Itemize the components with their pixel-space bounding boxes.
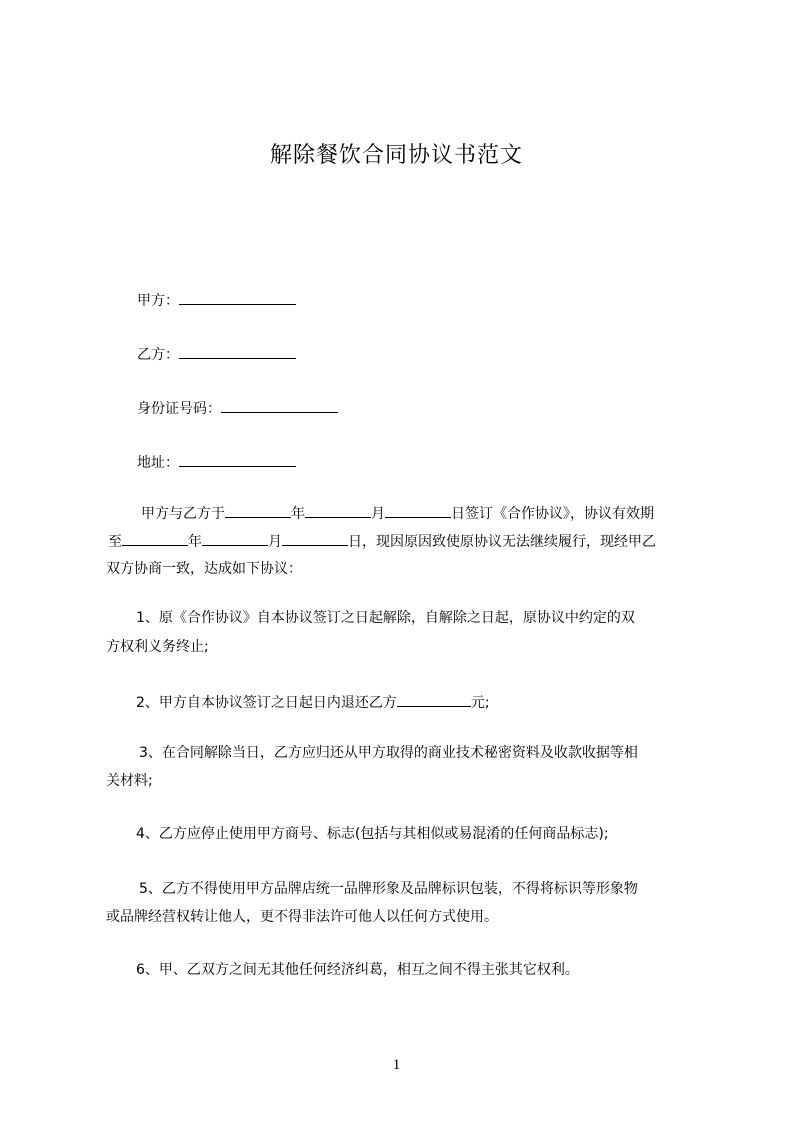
sign-year-blank — [225, 503, 291, 518]
intro-text-1: 甲方与乙方于 — [141, 506, 225, 522]
clause-2-unit: 元; — [470, 695, 490, 711]
month-label-2: 月 — [268, 534, 282, 550]
address-field — [137, 452, 296, 473]
refund-amount-blank — [397, 692, 471, 707]
clause-3-line-1: 3、在合同解除当日，乙方应归还从甲方取得的商业技术秘密资料及收款收据等相 — [139, 745, 638, 761]
clause-2-text: 2、甲方自本协议签订之日起日内退还乙方 — [136, 695, 397, 711]
intro-text-3: 日，现因原因致使原协议无法继续履行，现经甲乙 — [348, 534, 656, 550]
party-a-field — [137, 290, 296, 311]
sign-day-blank — [385, 503, 451, 518]
intro-line-3: 双方协商一致，达成如下协议： — [106, 561, 302, 577]
month-label: 月 — [371, 506, 385, 522]
page-number: 1 — [392, 1057, 401, 1073]
end-month-blank — [202, 531, 268, 546]
party-b-field — [137, 344, 296, 365]
clause-1-line-2: 方权利义务终止; — [106, 639, 209, 655]
intro-line-2 — [108, 531, 656, 552]
end-day-blank — [282, 531, 348, 546]
document-title: 解除餐饮合同协议书范文 — [269, 143, 523, 168]
party-b-label: 乙方： — [137, 347, 179, 363]
clause-3-line-2: 关材料; — [106, 773, 153, 789]
clause-6: 6、甲、乙双方之间无其他任何经济纠葛，相互之间不得主张其它权利。 — [136, 962, 579, 978]
party-a-blank — [179, 290, 296, 305]
intro-line-1 — [141, 503, 654, 524]
clause-2 — [136, 692, 490, 713]
clause-5-line-1: 5、乙方不得使用甲方品牌店统一品牌形象及品牌标识包装，不得将标识等形象物 — [139, 881, 638, 897]
address-label: 地址： — [137, 455, 179, 471]
party-b-blank — [179, 344, 296, 359]
intro-text-2: 日签订《合作协议》，协议有效期 — [451, 506, 654, 522]
address-blank — [179, 452, 296, 467]
party-a-label: 甲方： — [137, 293, 179, 309]
sign-month-blank — [305, 503, 371, 518]
id-number-field — [137, 398, 338, 419]
id-number-blank — [221, 398, 338, 413]
until-label: 至 — [108, 534, 122, 550]
id-number-label: 身份证号码： — [137, 401, 221, 417]
year-label-2: 年 — [188, 534, 202, 550]
clause-4: 4、乙方应停止使用甲方商号、标志(包括与其相似或易混淆的任何商品标志); — [136, 826, 609, 842]
year-label: 年 — [291, 506, 305, 522]
clause-1-line-1: 1、原《合作协议》自本协议签订之日起解除，自解除之日起，原协议中约定的双 — [136, 610, 635, 626]
clause-5-line-2: 或品牌经营权转让他人，更不得非法许可他人以任何方式使用。 — [106, 909, 498, 925]
end-year-blank — [122, 531, 188, 546]
